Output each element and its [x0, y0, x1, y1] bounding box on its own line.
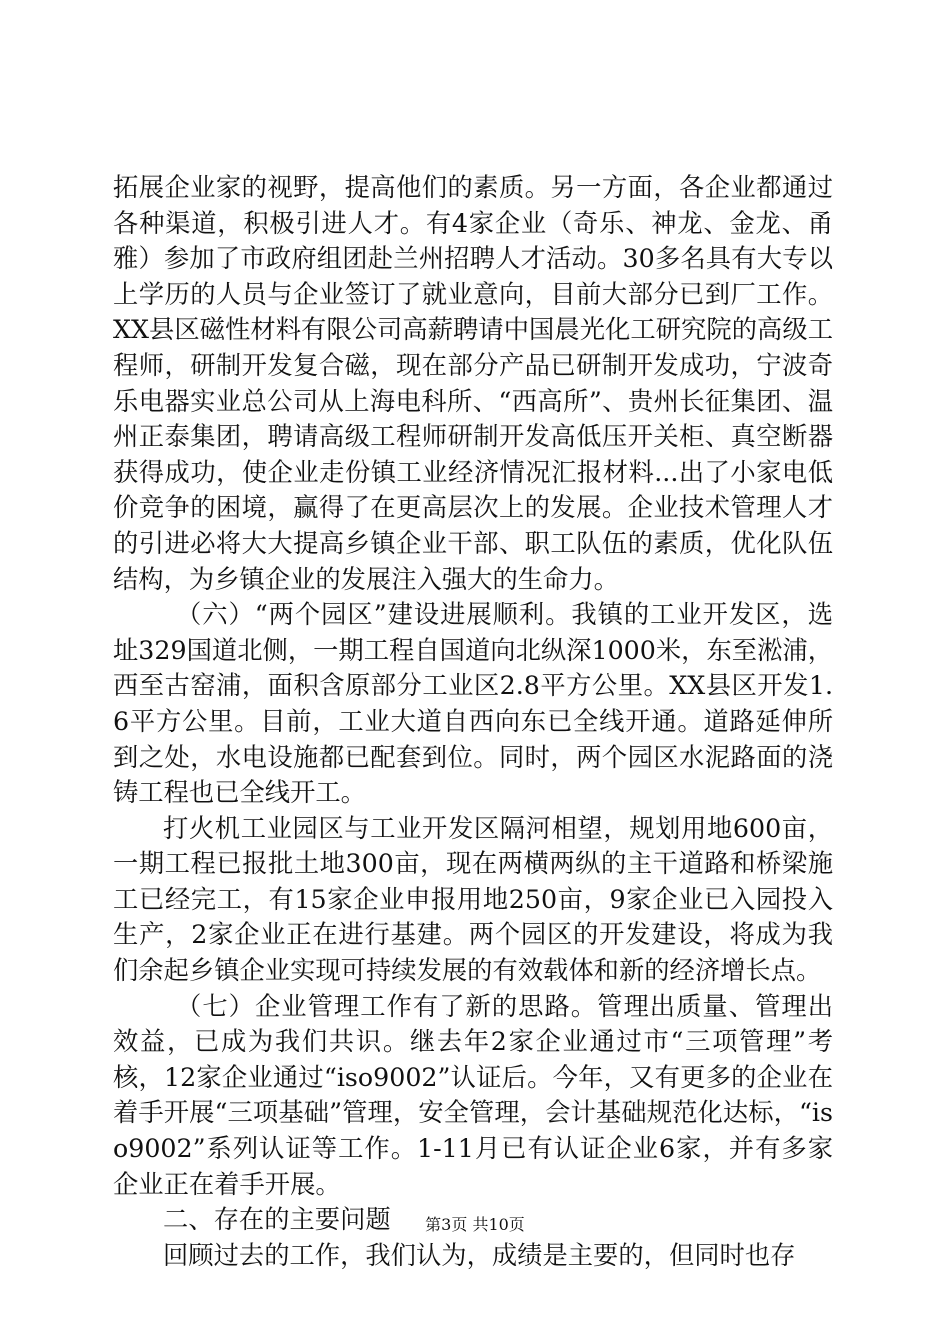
document-body [113, 170, 833, 1273]
paragraph-management: （七）企业管理工作有了新的思路。管理出质量、管理出效益，已成为我们共识。继去年2家企业通过市“三项管理”考核，12家企业通过“iso9002”认证后。今年，又有更多的企业在着手开展“三项基础”管理，安全管理，会计基础规范化达标，“iso9002”系列认证等工作。1-11月已有认证企业6家，并有多家企业正在着手开展。 [113, 991, 833, 1199]
paragraph-two-parks: （六）“两个园区”建设进展顺利。我镇的工业开发区，选址329国道北侧，一期工程自国道向北纵深1000米，东至淞浦，西至古窑浦，面积含原部分工业区2.8平方公里。XX县区开发1.6平方公里。目前，工业大道自西向东已全线开通。道路延伸所到之处，水电设施都已配套到位。同时，两个园区水泥路面的浇铸工程也已全线开工。 [113, 600, 833, 808]
paragraph-lighter-park: 打火机工业园区与工业开发区隔河相望，规划用地600亩，一期工程已报批土地300亩，现在两横两纵的主干道路和桥梁施工已经完工，有15家企业申报用地250亩，9家企业已入园投入生产，2家企业正在进行基建。两个园区的开发建设，将成为我们余起乡镇企业实现可持续发展的有效载体和新的经济增长点。 [113, 813, 833, 986]
section-heading-problems: 二、存在的主要问题 [163, 1205, 391, 1235]
paragraph-talent-introduction: 拓展企业家的视野，提高他们的素质。另一方面，各企业都通过各种渠道，积极引进人才。有4家企业（奇乐、神龙、金龙、甬雅）参加了市政府组团赴兰州招聘人才活动。30多名具有大专以上学历的人员与企业签订了就业意向，目前大部分已到厂工作。XX县区磁性材料有限公司高薪聘请中国晨光化工研究院的高级工程师，研制开发复合磁，现在部分产品已研制开发成功，宁波奇乐电器实业总公司从上海电科所、“西高所”、贵州长征集团、温州正泰集团，聘请高级工程师研制开发高低压开关柜、真空断器获得成功，使企业走份镇工业经济情况汇报材料...出了小家电低价竞争的困境，赢得了在更高层次上的发展。企业技术管理人才的引进必将大大提高乡镇企业干部、职工队伍的素质，优化队伍结构，为乡镇企业的发展注入强大的生命力。 [113, 173, 833, 594]
page-number-footer: 第3页 共10页 [425, 1215, 525, 1234]
paragraph-review: 回顾过去的工作，我们认为，成绩是主要的，但同时也存 [163, 1240, 796, 1270]
